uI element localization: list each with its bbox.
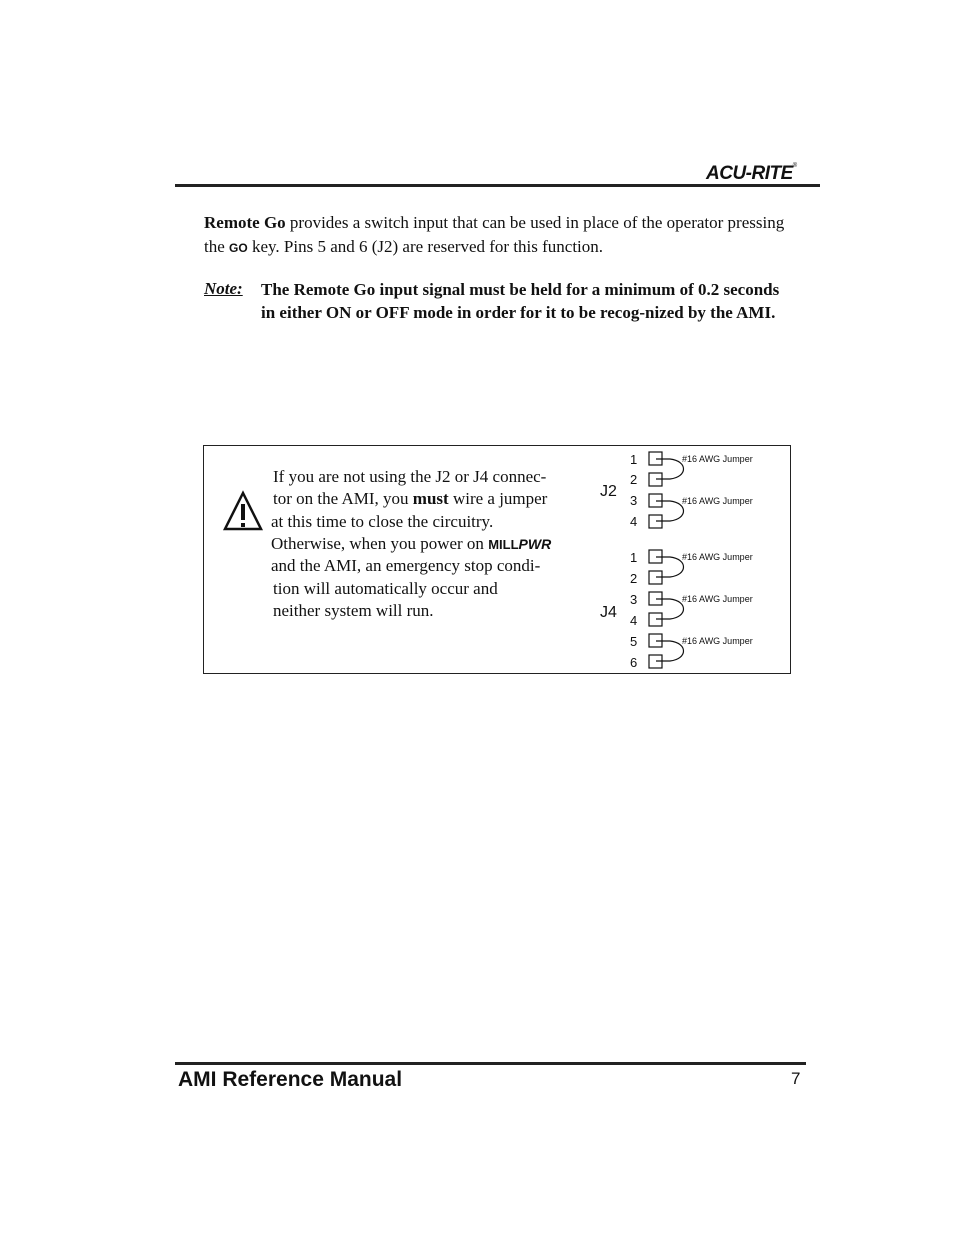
remote-go-paragraph — [204, 211, 804, 260]
jumper-wire-j4-1-2 — [656, 557, 684, 577]
jumper-label-j4-1-2: #16 AWG Jumper — [682, 552, 753, 562]
warning-line-4 — [271, 533, 551, 556]
note-label: Note: — [204, 279, 243, 298]
acu-rite-logo — [706, 163, 797, 185]
warning-line-2c: wire a jumper — [448, 489, 548, 508]
registered-mark: ® — [792, 163, 797, 169]
j4-pin-4: 4 — [630, 613, 638, 628]
j2-pin-1: 1 — [630, 452, 638, 467]
go-key-label: GO — [229, 241, 248, 255]
intro-text-1: provides a switch input that can be used in place of the operator pressing the — [204, 213, 785, 256]
jumper-wire-j2-3-4 — [656, 501, 684, 521]
warning-line-3: at this time to close the circuitry. — [271, 512, 494, 531]
millpwr-brand-a: MILL — [488, 537, 519, 552]
jumper-label-j4-3-4: #16 AWG Jumper — [682, 594, 753, 604]
footer-rule — [175, 1062, 806, 1065]
millpwr-brand-b: PWR — [518, 536, 552, 552]
logo-text: ACU-RITE — [706, 163, 793, 184]
warning-line-7: neither system will run. — [273, 601, 434, 620]
warning-line-1: If you are not using the J2 or J4 connec- — [273, 467, 547, 486]
jumper-wire-j4-3-4 — [656, 599, 684, 619]
j2-label: J2 — [600, 483, 617, 500]
j2-pin-2: 2 — [630, 472, 638, 487]
warning-line-2 — [273, 488, 547, 510]
j4-label: J4 — [600, 604, 617, 621]
j4-pin-2: 2 — [630, 571, 638, 586]
jumper-label-j4-5-6: #16 AWG Jumper — [682, 636, 753, 646]
warning-triangle-icon — [222, 490, 264, 532]
intro-text-2: key. Pins 5 and 6 (J2) are reserved for this function. — [247, 237, 604, 256]
header-rule — [175, 184, 820, 187]
j4-pin-3: 3 — [630, 592, 638, 607]
warning-line-4a: Otherwise, when you power on — [271, 534, 489, 553]
j4-pin-5: 5 — [630, 634, 638, 649]
remote-go-term: Remote Go — [204, 213, 286, 232]
warning-line-2a: tor on the AMI, you — [273, 489, 413, 508]
jumper-label-j2-1-2: #16 AWG Jumper — [682, 454, 753, 464]
millpwr-brand — [488, 537, 551, 552]
manual-title: AMI Reference Manual — [178, 1068, 403, 1091]
j4-pin-6: 6 — [630, 655, 638, 670]
jumper-label-j2-3-4: #16 AWG Jumper — [682, 496, 753, 506]
warning-must: must — [412, 489, 449, 508]
warning-line-6: tion will automatically occur and — [273, 579, 498, 598]
jumper-wire-j4-5-6 — [656, 641, 684, 661]
jumper-wiring-diagram — [590, 447, 770, 671]
j2-pin-3: 3 — [630, 493, 638, 508]
j4-pin-1: 1 — [630, 550, 638, 565]
warning-line-5: and the AMI, an emergency stop condi- — [271, 556, 541, 575]
jumper-wire-j2-1-2 — [656, 459, 684, 479]
note-text: The Remote Go input signal must be held for a minimum of 0.2 seconds in either ON or OFF mode in order for it to be recog-nized by the AMI. — [261, 280, 780, 322]
page-number: 7 — [791, 1069, 801, 1088]
j2-pin-4: 4 — [630, 514, 638, 529]
